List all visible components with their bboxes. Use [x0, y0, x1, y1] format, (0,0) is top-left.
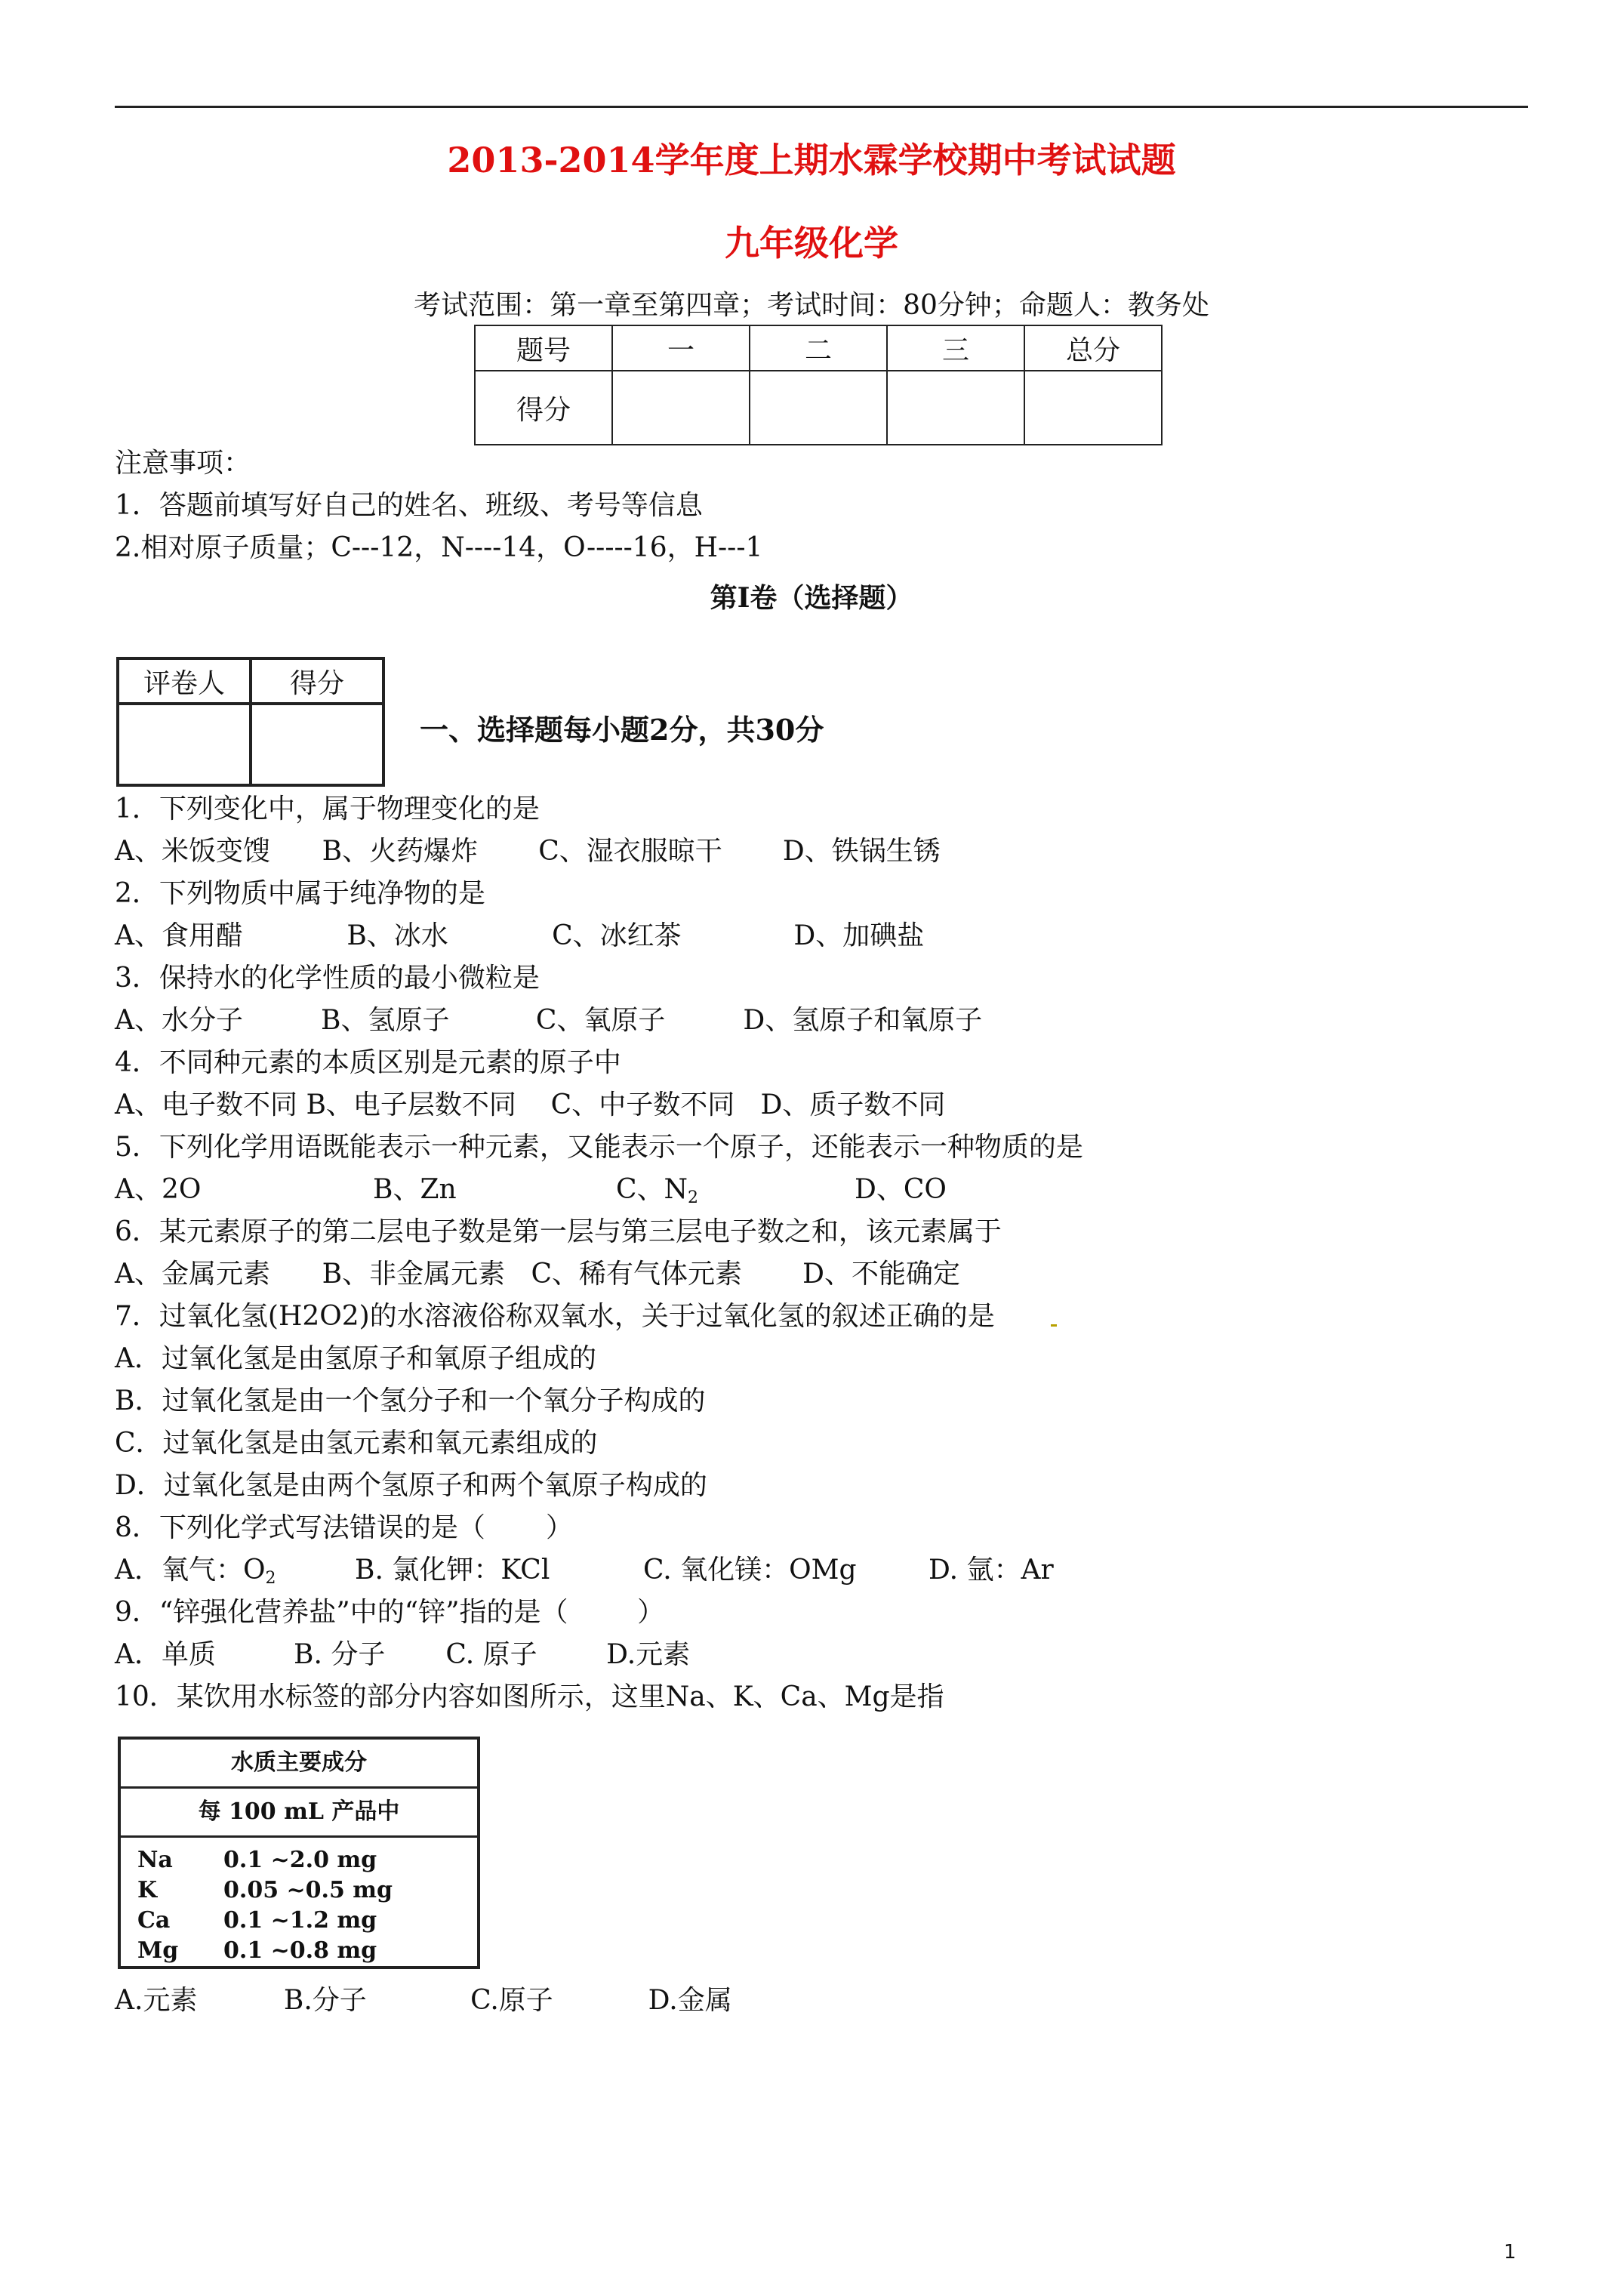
note-item-1: 1．答题前填写好自己的姓名、班级、考号等信息	[115, 490, 703, 521]
q5-option-c: C、$N_2$	[616, 1174, 699, 1207]
page-subtitle: 九年级化学	[725, 223, 898, 264]
element-name: Ca	[137, 1907, 171, 1934]
page-title: 2013-2014学年度上期水霖学校期中考试试题	[447, 140, 1176, 180]
q7-option: D．过氧化氢是由两个氢原子和两个氧原子构成的	[115, 1470, 707, 1501]
question-text: 1．下列变化中，属于物理变化的是	[115, 794, 540, 824]
q8-option-a: A．氧气：$O_2$	[115, 1555, 276, 1588]
question-text: 4．不同种元素的本质区别是元素的原子中	[115, 1047, 621, 1078]
water-label-row	[121, 1907, 477, 1937]
grader-blank-cell	[251, 704, 383, 785]
score-header-cell: 总分	[1024, 325, 1162, 371]
grader-header: 得分	[251, 658, 383, 704]
grader-blank-cell	[118, 704, 251, 785]
q7-option: B．过氧化氢是由一个氢分子和一个氧分子构成的	[115, 1385, 706, 1416]
question-text: 10．某饮用水标签的部分内容如图所示，这里Na、K、Ca、Mg是指	[115, 1681, 944, 1712]
score-row-label: 得分	[475, 371, 612, 445]
q5-option-b: B、Zn	[373, 1174, 457, 1205]
note-item-2: 2.相对原子质量；C---12，N----14，O-----16，H---1	[115, 532, 763, 563]
question-text: 2．下列物质中属于纯净物的是	[115, 878, 485, 909]
question-options: A．单质 B. 分子 C. 原子 D.元素	[115, 1639, 691, 1670]
water-label-title: 水质主要成分	[121, 1740, 477, 1789]
score-header-cell: 三	[887, 325, 1024, 371]
score-header-cell: 一	[612, 325, 750, 371]
question-text: 6．某元素原子的第二层电子数是第一层与第三层电子数之和，该元素属于	[115, 1216, 1002, 1247]
score-blank-cell	[612, 371, 750, 445]
water-label-row	[121, 1847, 477, 1877]
question-text: 9．“锌强化营养盐”中的“锌”指的是（ ）	[115, 1597, 665, 1628]
water-label-image	[118, 1737, 480, 1969]
score-table	[474, 325, 1163, 445]
question-text: 7．过氧化氢(H2O2)的水溶液俗称双氧水，关于过氧化氢的叙述正确的是	[115, 1301, 995, 1332]
q8-option-b: B. 氯化钾：KCl	[355, 1555, 550, 1586]
question-text: 8．下列化学式写法错误的是（ ）	[115, 1512, 574, 1543]
grader-table	[116, 657, 385, 787]
q5-option-d: D、CO	[855, 1174, 947, 1205]
header-rule	[115, 106, 1528, 108]
q5-option-a: A、2O	[115, 1174, 202, 1205]
section-heading: 一、选择题每小题2分，共30分	[420, 713, 824, 747]
element-name: K	[137, 1877, 158, 1903]
score-blank-cell	[1024, 371, 1162, 445]
element-value: 0.1 ~2.0 mg	[223, 1847, 377, 1873]
grader-header: 评卷人	[118, 658, 251, 704]
element-name: Mg	[137, 1937, 179, 1964]
part1-title: 第Ⅰ卷（选择题）	[710, 582, 913, 614]
element-value: 0.05 ~0.5 mg	[223, 1877, 393, 1903]
element-value: 0.1 ~0.8 mg	[223, 1937, 377, 1964]
stray-mark	[1051, 1324, 1057, 1327]
q8-option-d: D. 氩：Ar	[929, 1555, 1054, 1586]
q7-option: C．过氧化氢是由氢元素和氧元素组成的	[115, 1428, 598, 1459]
score-header-cell: 二	[750, 325, 887, 371]
q7-option: A．过氧化氢是由氢原子和氧原子组成的	[115, 1343, 596, 1374]
score-blank-cell	[750, 371, 887, 445]
score-header-cell: 题号	[475, 325, 612, 371]
element-value: 0.1 ~1.2 mg	[223, 1907, 377, 1934]
water-label-subtitle: 每 100 mL 产品中	[121, 1789, 477, 1838]
question-options: A、食用醋 B、冰水 C、冰红茶 D、加碘盐	[115, 920, 925, 951]
exam-meta: 考试范围：第一章至第四章；考试时间：80分钟；命题人：教务处	[414, 290, 1209, 321]
notes-heading: 注意事项：	[115, 448, 251, 479]
water-label-row	[121, 1937, 477, 1968]
score-blank-cell	[887, 371, 1024, 445]
question-text: 5．下列化学用语既能表示一种元素，又能表示一个原子，还能表示一种物质的是	[115, 1132, 1083, 1163]
question-options: A、米饭变馊 B、火药爆炸 C、湿衣服晾干 D、铁锅生锈	[115, 836, 941, 867]
question-options: A、金属元素 B、非金属元素 C、稀有气体元素 D、不能确定	[115, 1259, 960, 1290]
question-options: A、水分子 B、氢原子 C、氧原子 D、氢原子和氧原子	[115, 1005, 983, 1036]
water-label-row	[121, 1877, 477, 1907]
q8-option-c: C. 氧化镁：OMg	[643, 1555, 857, 1586]
question-options: A、电子数不同 B、电子层数不同 C、中子数不同 D、质子数不同	[115, 1089, 946, 1120]
page-number: 1	[1504, 2241, 1517, 2264]
question-text: 3．保持水的化学性质的最小微粒是	[115, 963, 540, 994]
element-name: Na	[137, 1847, 173, 1873]
question-options: A.元素 B.分子 C.原子 D.金属	[115, 1985, 732, 2016]
